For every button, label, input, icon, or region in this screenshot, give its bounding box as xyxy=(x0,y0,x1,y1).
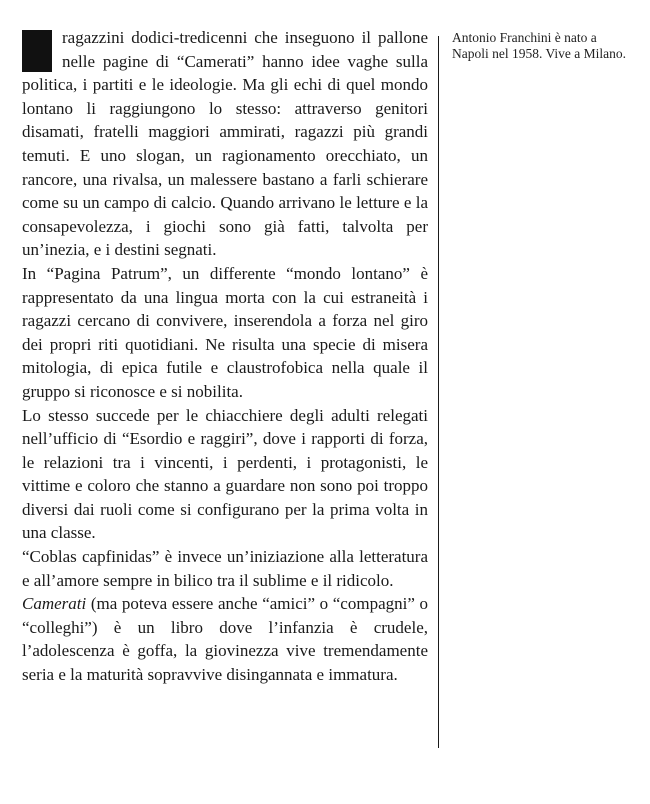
paragraph-2: In “Pagina Patrum”, un differente “mondo lontano” è rappresentato da una lingua morta con la cui estraneità i ragazzi cercano di convivere, inserendola a forza nel giro dei propri riti quotidiani. Ne risulta una specie di misera mitologia, di epica futile e claustrofobica nella quale il gruppo si riconosce e si nobilita. xyxy=(22,263,428,401)
drop-cap-initial xyxy=(22,30,52,72)
author-note: Antonio Franchini è nato a Napoli nel 1958. Vive a Milano. xyxy=(452,30,627,61)
main-text xyxy=(22,26,428,687)
paragraph-5 xyxy=(22,592,428,686)
column-divider xyxy=(438,36,439,748)
paragraph-5-text: (ma poteva essere anche “amici” o “compagni” o “colleghi”) è un libro dove l’infanzia è crudele, l’adolescenza è goffa, la giovinezza vive tremendamente seria e la maturità sopravvive disingannata e immatura. xyxy=(22,594,428,685)
paragraph-4: “Coblas capfinidas” è invece un’iniziazione alla letteratura e all’amore sempre in bilico tra il sublime e il ridicolo. xyxy=(22,547,428,590)
book-title: Camerati xyxy=(22,594,87,614)
sidebar xyxy=(452,30,627,62)
paragraph-1: ragazzini dodici-tredicenni che inseguono il pallone nelle pagine di “Camerati” hanno idee vaghe sulla politica, i partiti e le ideologie. Ma gli echi di quel mondo lontano li raggiungono lo stesso: attraverso genitori disamati, fratelli maggiori ammirati, ragazzi più grandi temuti. E uno slogan, un ragionamento orecchiato, un rancore, una rivalsa, un malessere bastano a farli schierare come su un campo di calcio. Quando arrivano le letture e la consapevolezza, i giochi sono già fatti, talvolta per un’inezia, e i destini segnati. xyxy=(22,28,428,260)
paragraph-3: Lo stesso succede per le chiacchiere degli adulti relegati nell’ufficio di “Esordio e raggiri”, dove i rapporti di forza, le relazioni tra i vincenti, i perdenti, i protagonisti, le vittime e coloro che stanno a guardare non sono poi troppo diversi dai ruoli come si configurano per la prima volta in una classe. xyxy=(22,405,428,543)
